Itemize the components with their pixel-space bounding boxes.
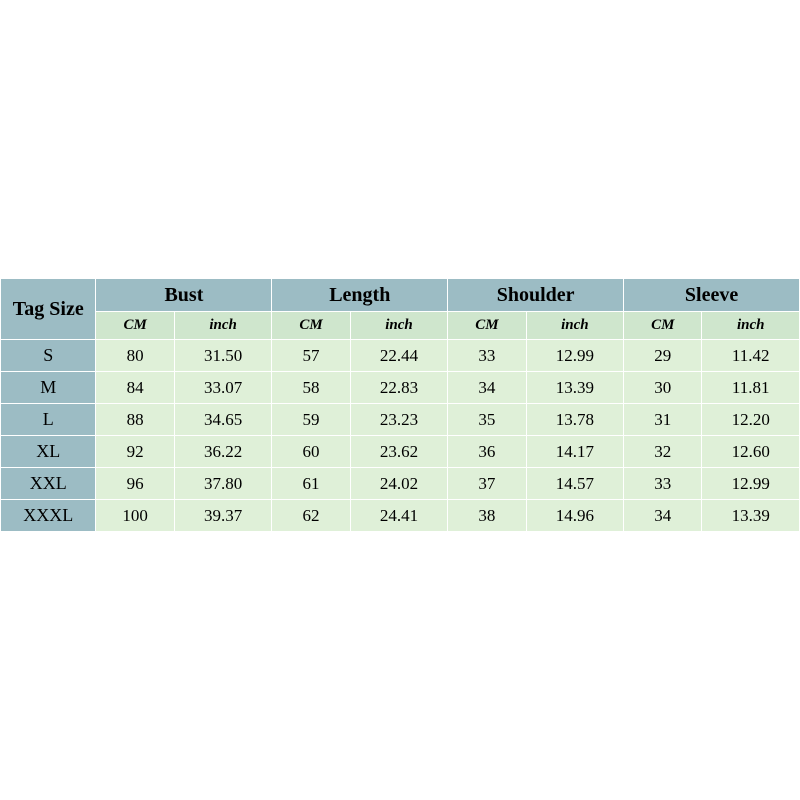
cell-bust-cm: 100 <box>96 500 174 532</box>
cell-bust-cm: 92 <box>96 436 174 468</box>
row-size: XL <box>1 436 96 468</box>
cell-bust-inch: 36.22 <box>174 436 271 468</box>
group-header-sleeve: Sleeve <box>624 279 800 312</box>
size-chart-table <box>0 278 800 532</box>
unit-length-inch: inch <box>350 312 447 340</box>
cell-shoulder-inch: 14.17 <box>526 436 623 468</box>
row-size: XXXL <box>1 500 96 532</box>
unit-length-cm: CM <box>272 312 350 340</box>
table-row <box>1 500 800 532</box>
unit-sleeve-inch: inch <box>702 312 800 340</box>
cell-bust-inch: 33.07 <box>174 372 271 404</box>
table-row <box>1 468 800 500</box>
cell-shoulder-cm: 33 <box>448 340 526 372</box>
cell-sleeve-inch: 13.39 <box>702 500 800 532</box>
cell-sleeve-cm: 32 <box>624 436 702 468</box>
cell-bust-cm: 96 <box>96 468 174 500</box>
group-header-row <box>1 279 800 312</box>
cell-bust-inch: 37.80 <box>174 468 271 500</box>
group-header-length: Length <box>272 279 448 312</box>
cell-length-cm: 62 <box>272 500 350 532</box>
cell-sleeve-inch: 11.42 <box>702 340 800 372</box>
cell-length-cm: 58 <box>272 372 350 404</box>
cell-shoulder-inch: 13.39 <box>526 372 623 404</box>
unit-bust-inch: inch <box>174 312 271 340</box>
cell-bust-inch: 31.50 <box>174 340 271 372</box>
cell-bust-inch: 39.37 <box>174 500 271 532</box>
table-row <box>1 340 800 372</box>
cell-length-inch: 24.02 <box>350 468 447 500</box>
group-header-shoulder: Shoulder <box>448 279 624 312</box>
size-chart <box>0 278 800 532</box>
unit-shoulder-inch: inch <box>526 312 623 340</box>
tag-size-header: Tag Size <box>1 279 96 340</box>
cell-length-cm: 60 <box>272 436 350 468</box>
cell-sleeve-cm: 29 <box>624 340 702 372</box>
cell-shoulder-inch: 14.57 <box>526 468 623 500</box>
cell-sleeve-cm: 33 <box>624 468 702 500</box>
cell-bust-inch: 34.65 <box>174 404 271 436</box>
cell-length-inch: 22.44 <box>350 340 447 372</box>
unit-header-row <box>1 312 800 340</box>
cell-sleeve-cm: 30 <box>624 372 702 404</box>
cell-sleeve-inch: 12.99 <box>702 468 800 500</box>
row-size: S <box>1 340 96 372</box>
cell-shoulder-inch: 12.99 <box>526 340 623 372</box>
cell-sleeve-inch: 11.81 <box>702 372 800 404</box>
cell-sleeve-inch: 12.60 <box>702 436 800 468</box>
table-row <box>1 404 800 436</box>
cell-bust-cm: 88 <box>96 404 174 436</box>
cell-shoulder-cm: 34 <box>448 372 526 404</box>
cell-shoulder-cm: 35 <box>448 404 526 436</box>
cell-length-cm: 59 <box>272 404 350 436</box>
table-row <box>1 436 800 468</box>
cell-sleeve-cm: 31 <box>624 404 702 436</box>
unit-shoulder-cm: CM <box>448 312 526 340</box>
table-row <box>1 372 800 404</box>
cell-shoulder-inch: 14.96 <box>526 500 623 532</box>
cell-length-cm: 57 <box>272 340 350 372</box>
cell-shoulder-cm: 36 <box>448 436 526 468</box>
row-size: L <box>1 404 96 436</box>
cell-shoulder-cm: 38 <box>448 500 526 532</box>
cell-length-inch: 23.23 <box>350 404 447 436</box>
cell-sleeve-cm: 34 <box>624 500 702 532</box>
cell-length-inch: 24.41 <box>350 500 447 532</box>
group-header-bust: Bust <box>96 279 272 312</box>
row-size: M <box>1 372 96 404</box>
cell-length-inch: 23.62 <box>350 436 447 468</box>
cell-bust-cm: 80 <box>96 340 174 372</box>
cell-shoulder-cm: 37 <box>448 468 526 500</box>
cell-sleeve-inch: 12.20 <box>702 404 800 436</box>
unit-sleeve-cm: CM <box>624 312 702 340</box>
unit-bust-cm: CM <box>96 312 174 340</box>
cell-length-inch: 22.83 <box>350 372 447 404</box>
cell-shoulder-inch: 13.78 <box>526 404 623 436</box>
cell-bust-cm: 84 <box>96 372 174 404</box>
cell-length-cm: 61 <box>272 468 350 500</box>
row-size: XXL <box>1 468 96 500</box>
